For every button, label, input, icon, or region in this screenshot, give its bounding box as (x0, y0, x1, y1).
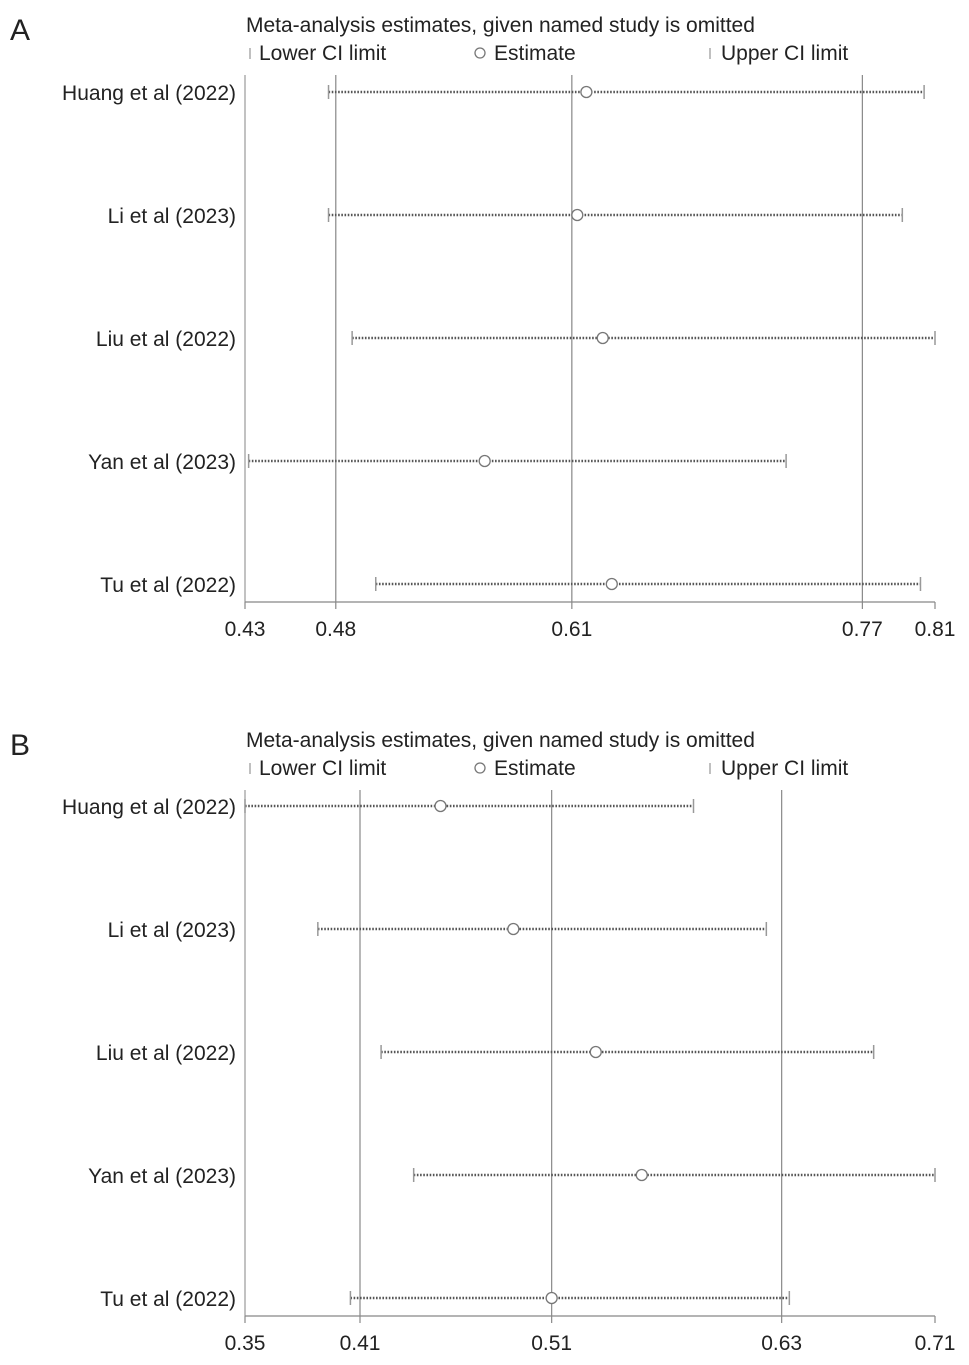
legend-lower-label: Lower CI limit (259, 42, 387, 65)
estimate-point (636, 1170, 647, 1181)
legend-upper-label: Upper CI limit (721, 42, 849, 65)
study-label: Tu et al (2022) (100, 1288, 236, 1311)
study-row (62, 796, 693, 819)
panel-a (10, 14, 955, 641)
estimate-point (572, 210, 583, 221)
x-tick-label: 0.61 (551, 618, 593, 641)
estimate-point (581, 87, 592, 98)
legend-upper-label: Upper CI limit (721, 757, 849, 780)
estimate-point (435, 801, 446, 812)
panel-b (10, 729, 955, 1355)
estimate-point (606, 579, 617, 590)
estimate-point (546, 1293, 557, 1304)
estimate-point (597, 333, 608, 344)
legend-estimate-marker (475, 48, 485, 58)
study-label: Huang et al (2022) (62, 796, 236, 819)
x-tick-label: 0.63 (761, 1332, 803, 1355)
legend-estimate-label: Estimate (494, 42, 576, 65)
x-tick-label: 0.71 (914, 1332, 956, 1355)
study-row (100, 574, 920, 597)
x-tick-label: 0.35 (224, 1332, 266, 1355)
x-tick-label: 0.77 (841, 618, 883, 641)
study-label: Li et al (2023) (107, 205, 236, 228)
study-label: Tu et al (2022) (100, 574, 236, 597)
study-row (96, 1042, 874, 1065)
x-tick-label: 0.48 (315, 618, 357, 641)
study-row (88, 451, 786, 474)
study-label: Li et al (2023) (107, 919, 236, 942)
chart-title: Meta-analysis estimates, given named study is omitted (246, 14, 755, 37)
study-label: Liu et al (2022) (95, 1042, 236, 1065)
study-row (96, 328, 935, 351)
chart-title: Meta-analysis estimates, given named study is omitted (246, 729, 755, 752)
x-tick-label: 0.43 (224, 618, 266, 641)
estimate-point (508, 924, 519, 935)
x-tick-label: 0.51 (531, 1332, 573, 1355)
study-label: Yan et al (2023) (88, 451, 236, 474)
x-tick-label: 0.41 (339, 1332, 381, 1355)
legend-estimate-marker (475, 763, 485, 773)
estimate-point (590, 1047, 601, 1058)
study-row (108, 205, 903, 228)
legend-lower-label: Lower CI limit (259, 757, 387, 780)
panel-label: B (10, 729, 31, 762)
study-label: Liu et al (2022) (95, 328, 236, 351)
study-row (108, 919, 767, 942)
study-row (62, 82, 924, 105)
study-label: Yan et al (2023) (88, 1165, 236, 1188)
study-label: Huang et al (2022) (62, 82, 236, 105)
estimate-point (479, 456, 490, 467)
x-tick-label: 0.81 (914, 618, 956, 641)
panel-label: A (10, 14, 31, 47)
study-row (88, 1165, 935, 1188)
study-row (100, 1288, 789, 1311)
legend-estimate-label: Estimate (494, 757, 576, 780)
